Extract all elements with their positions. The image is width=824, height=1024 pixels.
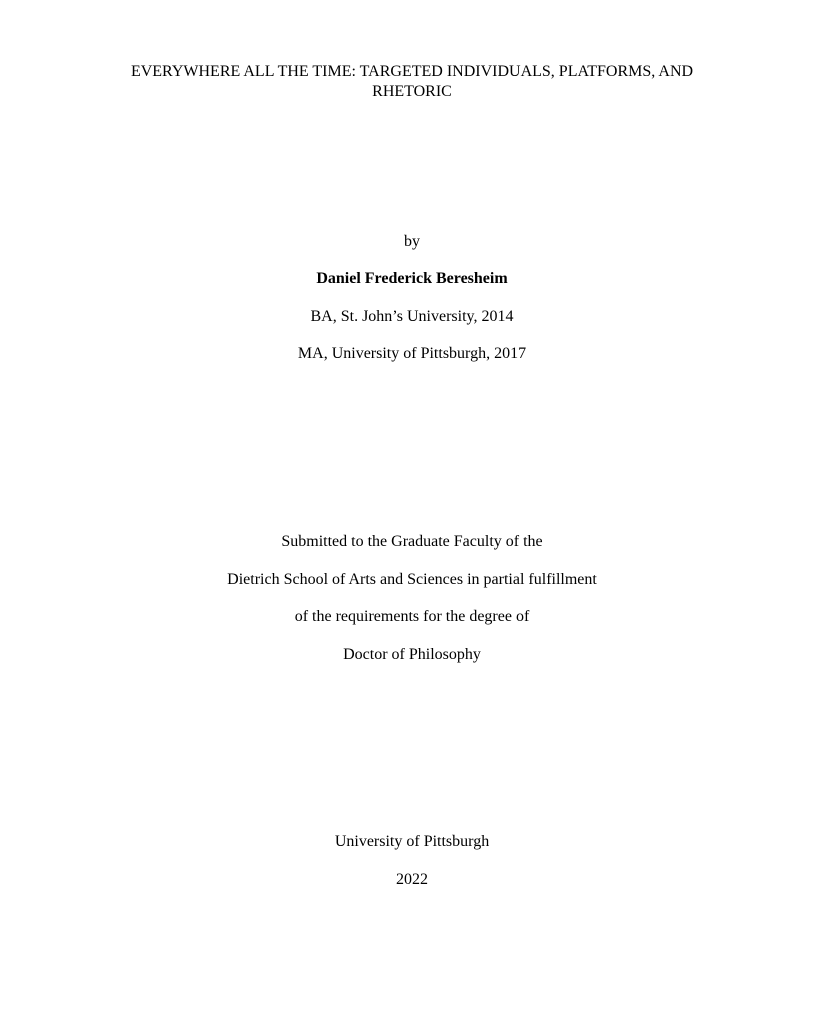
- byline: by: [404, 233, 420, 250]
- submission-line-2: Dietrich School of Arts and Sciences in partial fulfillment: [227, 571, 597, 588]
- year: 2022: [396, 871, 428, 888]
- submission-line-3: of the requirements for the degree of: [294, 608, 530, 625]
- degree-name: Doctor of Philosophy: [343, 646, 481, 663]
- submission-line-1: Submitted to the Graduate Faculty of the: [281, 533, 543, 550]
- degree-ma: MA, University of Pittsburgh, 2017: [297, 345, 527, 362]
- title-line-2: RHETORIC: [372, 83, 452, 100]
- degree-ba: BA, St. John’s University, 2014: [310, 308, 514, 325]
- title-line-1: EVERYWHERE ALL THE TIME: TARGETED INDIVIDUALS, PLATFORMS, AND: [130, 63, 694, 80]
- author-name: Daniel Frederick Beresheim: [316, 270, 508, 287]
- institution-name: University of Pittsburgh: [334, 833, 490, 850]
